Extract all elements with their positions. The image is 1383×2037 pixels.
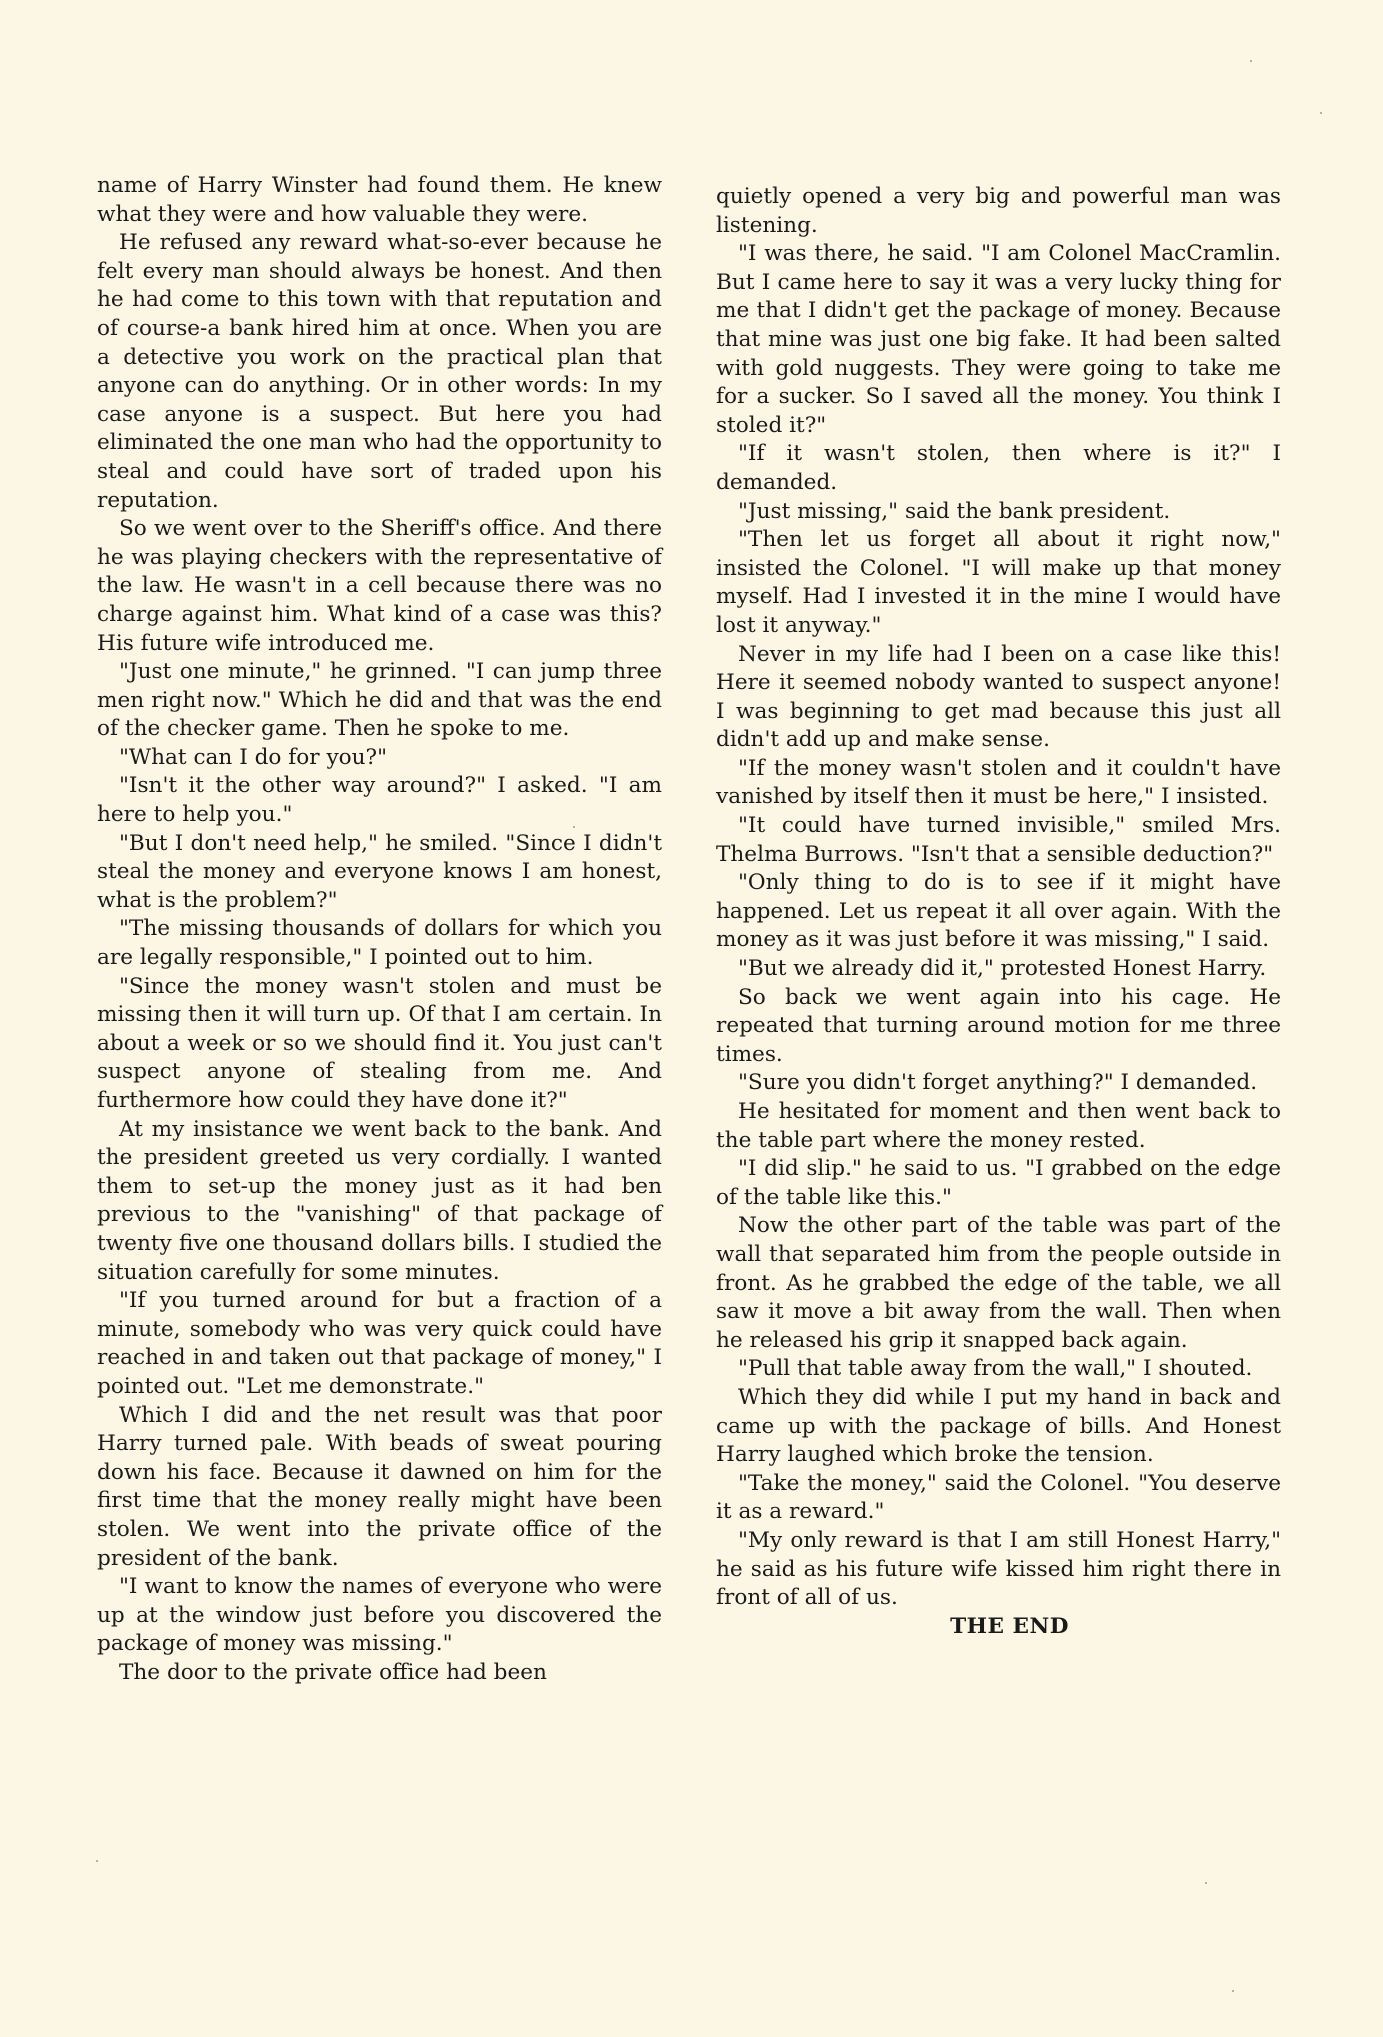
paragraph: "If the money wasn't stolen and it couldn't have vanished by itself then it must be here," I insisted. <box>716 755 1281 810</box>
paragraph: Never in my life had I been on a case like this! Here it seemed nobody wanted to suspect anyone! I was beginning to get mad because this just all didn't add up and make sense. <box>716 641 1281 753</box>
paragraph: "But I don't need help," he smiled. "Since I didn't steal the money and everyone knows I am honest, what is the problem?" <box>97 830 662 913</box>
paragraph: Now the other part of the table was part of the wall that separated him from the people outside in front. As he grabbed the edge of the table, we all saw it move a bit away from the wall. Then when he released his grip it snapped back again. <box>716 1213 1281 1353</box>
left-column <box>97 172 662 1687</box>
paper-speck <box>1250 60 1252 62</box>
paragraph: "Pull that table away from the wall," I shouted. <box>738 1356 1253 1382</box>
paper-speck <box>573 826 575 828</box>
paragraph: The door to the private office had been <box>119 1659 547 1685</box>
paragraph: "I did slip." he said to us. "I grabbed on the edge of the table like this." <box>716 1156 1281 1210</box>
paragraph: "Just one minute," he grinned. "I can jump three men right now." Which he did and that was the end of the checker game. Then he spoke to me. <box>97 659 662 742</box>
paragraph: "Then let us forget all about it right now," insisted the Colonel. "I will make up that money myself. Had I invested it in the mine I would have lost it anyway." <box>716 527 1281 638</box>
paragraph: So back we went again into his cage. He repeated that turning around motion for me three times. <box>716 984 1281 1067</box>
paragraph: "I was there, he said. "I am Colonel MacCramlin. But I came here to say it was a very lucky thing for me that I didn't get the package of money. Because that mine was just one big fake. It had been salted with gold nuggests. They were going to take me for a sucker. So I saved all the money. You think I stoled it?" <box>716 241 1281 438</box>
paragraph: "What can I do for you?" <box>119 744 388 770</box>
paragraph: "The missing thousands of dollars for which you are legally responsible," I pointed out to him. <box>97 916 662 971</box>
paper-speck <box>1232 1990 1234 1992</box>
paper-speck <box>1205 1882 1207 1884</box>
paragraph: "Isn't it the other way around?" I asked. "I am here to help you." <box>97 773 662 828</box>
paragraph: "If it wasn't stolen, then where is it?" I demanded. <box>716 441 1281 495</box>
paragraph: "Since the money wasn't stolen and must be missing then it will turn up. Of that I am certain. In about a week or so we should find it. You just can't suspect anyone of stealing from me. And furthermore how could they have done it?" <box>97 973 662 1113</box>
paragraph: Which I did and the net result was that poor Harry turned pale. With beads of sweat pouring down his face. Because it dawned on him for the first time that the money really might have been stolen. We went into the private office of the president of the bank. <box>97 1402 662 1571</box>
paragraph: "Only thing to do is to see if it might have happened. Let us repeat it all over again. With the money as it was just before it was missing," I said. <box>716 870 1281 953</box>
paragraph: "If you turned around for but a fraction of a minute, somebody who was very quick could have reached in and taken out that package of money," I pointed out. "Let me demonstrate." <box>97 1288 662 1399</box>
paragraph: "Take the money," said the Colonel. "You deserve it as a reward." <box>716 1470 1281 1525</box>
paper-speck <box>96 1860 98 1862</box>
paragraph: He refused any reward what-so-ever because he felt every man should always be honest. And then he had come to this town with that reputation and of course-a bank hired him at once. When you are a detective you work on the practical plan that anyone can do anything. Or in other words: In my case anyone is a suspect. But here you had eliminated the one man who had the opportunity to steal and could have sort of traded upon his reputation. <box>97 230 662 513</box>
right-column <box>716 183 1281 1641</box>
paragraph: At my insistance we went back to the bank. And the president greeted us very cordially. I wanted them to set-up the money just as it had ben previous to the "vanishing" of that package of twenty five one thousand dollars bills. I studied the situation carefully for some minutes. <box>97 1116 662 1285</box>
paragraph: "But we already did it," protested Honest Harry. <box>738 956 1267 982</box>
paragraph: So we went over to the Sheriff's office. And there he was playing checkers with the representative of the law. He wasn't in a cell because there was no charge against him. What kind of a case was this? His future wife introduced me. <box>97 516 662 656</box>
right-column-paragraphs <box>716 183 1281 1613</box>
paragraph: name of Harry Winster had found them. He knew what they were and how valuable they were. <box>97 173 662 227</box>
paragraph: "Sure you didn't forget anything?" I demanded. <box>738 1070 1258 1096</box>
paragraph: "My only reward is that I am still Honest Harry," he said as his future wife kissed him right there in front of all of us. <box>716 1527 1281 1611</box>
paragraph: quietly opened a very big and powerful man was listening. <box>716 184 1281 238</box>
paper-speck <box>1320 112 1322 114</box>
paragraph: "Just missing," said the bank president. <box>738 498 1171 524</box>
paragraph: Which they did while I put my hand in back and came up with the package of bills. And Honest Harry laughed which broke the tension. <box>716 1384 1281 1468</box>
paragraph: He hesitated for moment and then went back to the table part where the money rested. <box>716 1099 1281 1153</box>
the-end-label: THE END <box>950 1613 1069 1639</box>
paragraph: "I want to know the names of everyone who were up at the window just before you discovered the package of money was missing." <box>97 1574 662 1657</box>
paragraph: "It could have turned invisible," smiled Mrs. Thelma Burrows. "Isn't that a sensible deduction?" <box>716 813 1281 867</box>
